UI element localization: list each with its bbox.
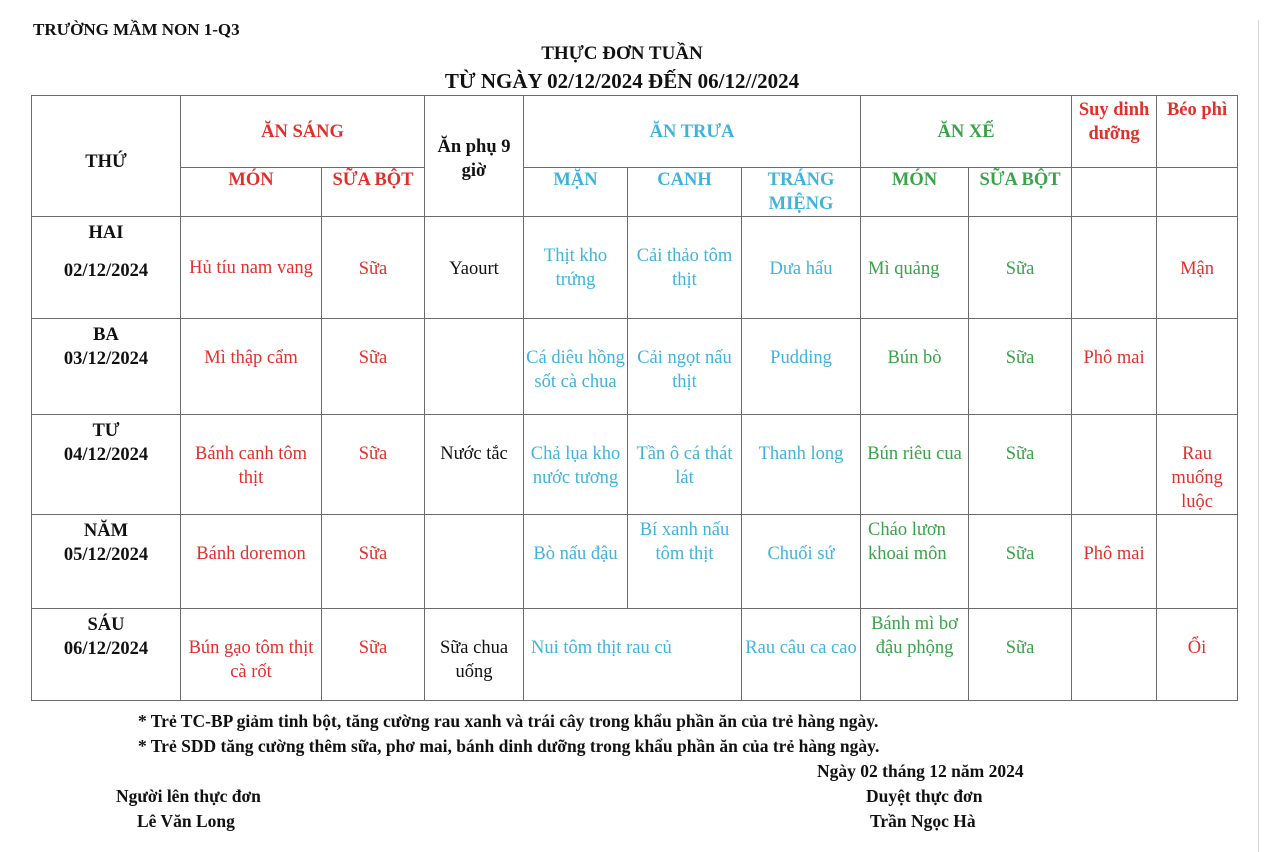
col-header-xe-sua: SỮA BỘT [969,168,1072,217]
col-header-an-phu: Ăn phụ 9 giờ [425,96,524,217]
day-date: 02/12/2024 [63,261,149,281]
col-header-an-trua: ĂN TRƯA [524,96,861,168]
trang-mieng-cell: Rau câu ca cao [742,609,861,701]
man-cell: Bò nấu đậu [524,515,628,609]
table-row [32,609,1238,701]
col-header-bp-empty [1157,168,1238,217]
sdd-cell: Phô mai [1072,515,1157,609]
school-name: TRƯỜNG MẦM NON 1-Q3 [33,20,240,39]
day-date: 04/12/2024 [63,445,149,465]
xe-mon-cell: Bún riêu cua [861,415,969,515]
sang-sua-cell: Sữa [322,217,425,319]
trang-mieng-cell: Pudding [742,319,861,415]
xe-sua-cell: Sữa [969,319,1072,415]
table-row [32,415,1238,515]
day-name: TƯ [92,421,120,441]
day-cell [32,515,181,609]
canh-cell: Bí xanh nấu tôm thịt [628,515,742,609]
beo-phi-cell: Ổi [1157,609,1238,701]
header-row-1 [32,96,1238,168]
col-header-man: MẶN [524,168,628,217]
note-sdd: * Trẻ SDD tăng cường thêm sữa, phơ mai, bánh dinh dưỡng trong khẩu phần ăn của trẻ hàng ngày. [138,736,880,756]
sang-mon-cell: Bánh canh tôm thịt [181,415,322,515]
an-phu-cell [425,319,524,415]
sang-sua-cell: Sữa [322,319,425,415]
approver-role: Duyệt thực đơn [866,786,983,806]
note-tc-bp: * Trẻ TC-BP giảm tinh bột, tăng cường rau xanh và trái cây trong khẩu phần ăn của trẻ hàng ngày. [138,711,879,731]
sang-sua-cell: Sữa [322,515,425,609]
xe-sua-cell: Sữa [969,609,1072,701]
planner-name: Lê Văn Long [137,811,235,831]
canh-cell: Tần ô cá thát lát [628,415,742,515]
xe-mon-cell: Bánh mì bơ đậu phộng [861,609,969,701]
day-cell [32,319,181,415]
table-row [32,515,1238,609]
table-row [32,217,1238,319]
day-name: HAI [88,223,124,243]
col-header-an-sang: ĂN SÁNG [181,96,425,168]
day-name: SÁU [87,615,125,635]
sang-mon-cell: Hủ tíu nam vang [181,217,322,319]
beo-phi-cell [1157,319,1238,415]
page-edge-divider [1258,20,1259,852]
col-header-sang-sua: SỮA BỘT [322,168,425,217]
col-header-suy-dinh-duong: Suy dinh dưỡng [1072,96,1157,168]
header-row-2 [32,168,1238,217]
canh-cell: Cải ngọt nấu thịt [628,319,742,415]
an-phu-cell: Yaourt [425,217,524,319]
beo-phi-cell [1157,515,1238,609]
trang-mieng-cell: Dưa hấu [742,217,861,319]
sang-mon-cell: Bún gạo tôm thịt cà rốt [181,609,322,701]
signature-date: Ngày 02 tháng 12 năm 2024 [817,761,1024,781]
man-cell: Cá diêu hồng sốt cà chua [524,319,628,415]
man-cell: Chả lụa kho nước tương [524,415,628,515]
trang-mieng-cell: Thanh long [742,415,861,515]
col-header-sdd-empty [1072,168,1157,217]
beo-phi-cell: Mận [1157,217,1238,319]
beo-phi-cell: Rau muống luộc [1157,415,1238,515]
day-date: 06/12/2024 [63,639,149,659]
sdd-cell: Phô mai [1072,319,1157,415]
day-name: BA [93,325,119,345]
man-cell: Thịt kho trứng [524,217,628,319]
col-header-an-xe: ĂN XẾ [861,96,1072,168]
xe-mon-cell: Mì quảng [861,217,969,319]
date-range: TỪ NGÀY 02/12/2024 ĐẾN 06/12//2024 [444,69,800,93]
menu-title: THỰC ĐƠN TUẦN [541,43,703,64]
sdd-cell [1072,217,1157,319]
day-name: NĂM [83,521,129,541]
col-header-trang-mieng: TRÁNG MIỆNG [742,168,861,217]
sdd-cell [1072,609,1157,701]
day-cell [32,609,181,701]
an-phu-cell [425,515,524,609]
weekly-menu-table [31,95,1238,701]
an-phu-cell: Sữa chua uống [425,609,524,701]
man-canh-cell: Nui tôm thịt rau củ [524,609,742,701]
xe-mon-cell: Bún bò [861,319,969,415]
day-date: 03/12/2024 [63,349,149,369]
xe-sua-cell: Sữa [969,415,1072,515]
xe-mon-cell: Cháo lươn khoai môn [861,515,969,609]
day-date: 05/12/2024 [63,545,149,565]
col-header-thu: THỨ [32,96,181,217]
table-row [32,319,1238,415]
xe-sua-cell: Sữa [969,515,1072,609]
day-cell [32,217,181,319]
sang-sua-cell: Sữa [322,609,425,701]
sdd-cell [1072,415,1157,515]
xe-sua-cell: Sữa [969,217,1072,319]
trang-mieng-cell: Chuối sứ [742,515,861,609]
approver-name: Trần Ngọc Hà [870,811,976,831]
col-header-beo-phi: Béo phì [1157,96,1238,168]
col-header-sang-mon: MÓN [181,168,322,217]
canh-cell: Cải thảo tôm thịt [628,217,742,319]
day-cell [32,415,181,515]
sang-sua-cell: Sữa [322,415,425,515]
an-phu-cell: Nước tắc [425,415,524,515]
sang-mon-cell: Mì thập cẩm [181,319,322,415]
sang-mon-cell: Bánh doremon [181,515,322,609]
col-header-xe-mon: MÓN [861,168,969,217]
planner-role: Người lên thực đơn [116,786,261,806]
col-header-canh: CANH [628,168,742,217]
